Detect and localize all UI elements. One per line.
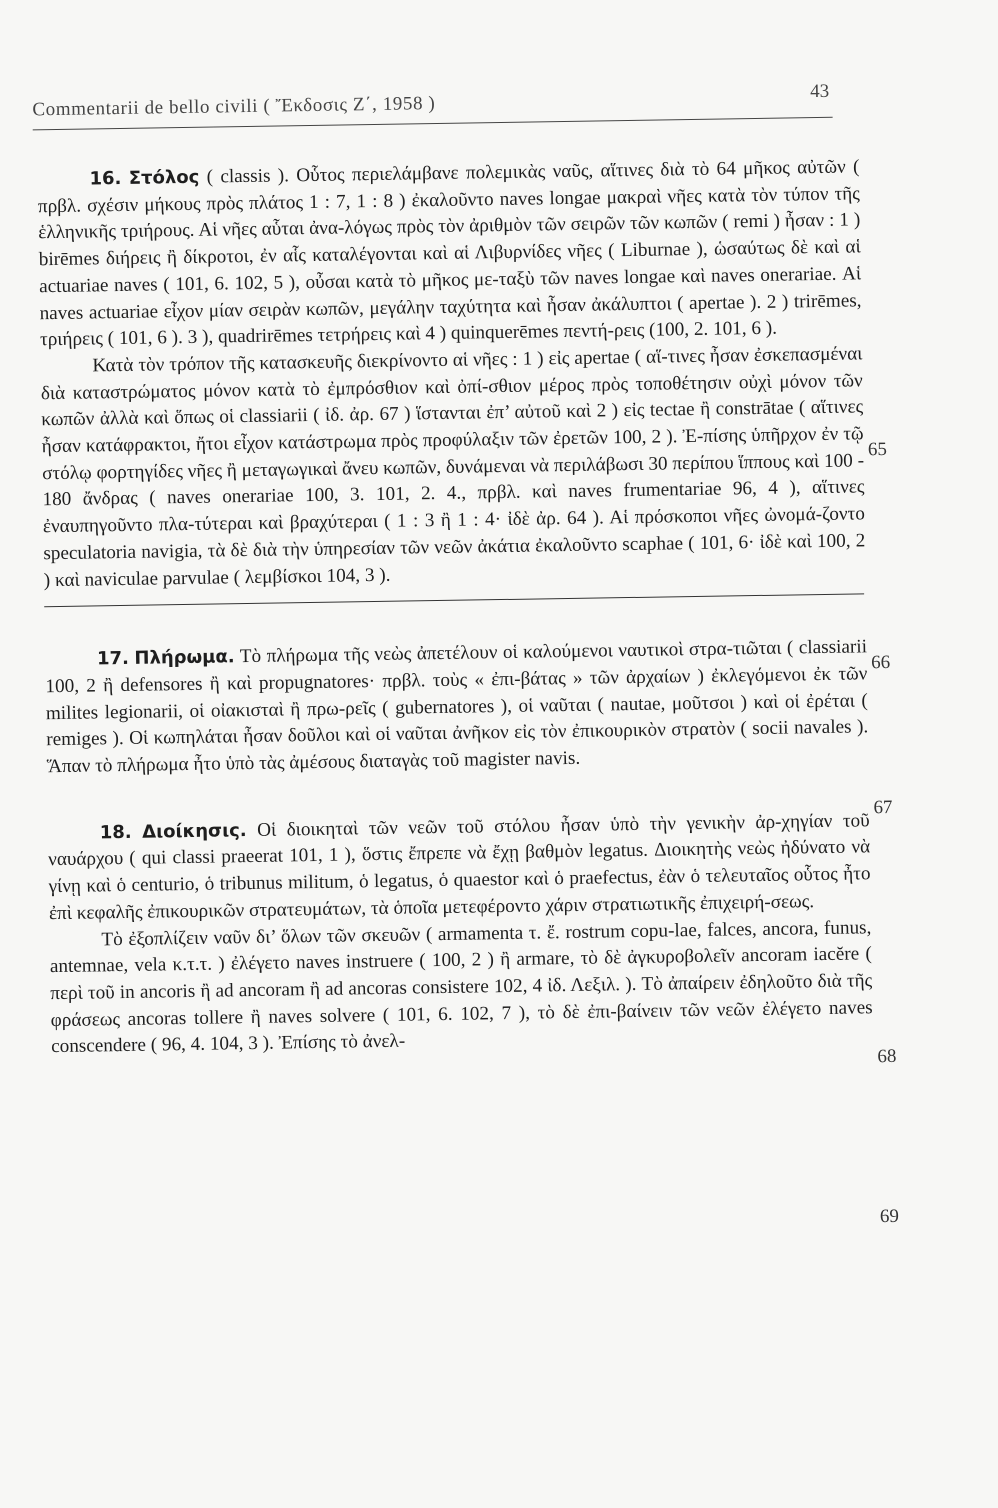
section-17-paragraph-1: [45, 635, 869, 781]
section-16-paragraph-1: [37, 154, 862, 354]
section-divider: [44, 594, 864, 608]
running-header: Commentarii de bello civili ( Ἔκδοσις Ζ΄, 1958 ): [32, 93, 436, 121]
section-17-number: 17.: [96, 648, 130, 670]
section-18-title: Διοίκησις.: [142, 819, 247, 843]
section-16: [37, 154, 866, 607]
section-16-paragraph-2: [40, 341, 866, 594]
section-18-number: 18.: [99, 821, 132, 844]
section-17-text-1: Τὸ πλήρωμα τῆς νεὼς ἀπετέλουν οἱ καλούμενοι ναυτικοὶ στρα-τιῶται ( classiarii 100, 2 ἢ defensores ἢ καὶ propugnatores· πρβλ. τοὺς « ἐπι-βάτας » τῶν ἀρχαίων ) ἐκλεγόμενοι ἐκ τῶν milites legionarii, οἱ οἰακισταὶ ἢ πρω-ρεῖς ( gubernatores ), οἱ ναῦται ( nautae, μοῦτσοι ) καὶ οἱ ἐρέται ( remiges ). Οἱ κωπηλάται ἦσαν δοῦλοι καὶ οἱ ναῦται ἀνῆκον εἰς τὸν ἐπικουρικὸν στρατὸν ( socii navales ). Ἅπαν τὸ πλήρωμα ἦτο ὑπὸ τὰς ἀμέσους διαταγὰς τοῦ magister navis.: [45, 636, 869, 778]
section-16-number: 16.: [89, 167, 122, 190]
margin-number-67: 67: [873, 796, 893, 819]
page-number: 43: [810, 80, 830, 103]
margin-number-66: 66: [871, 651, 891, 674]
section-17-title: Πλήρωμα.: [134, 646, 235, 670]
section-16-text-1: ( classis ). Οὗτος περιελάμβανε πολεμικὰς ναῦς, αἵτινες διὰ τὸ 64 μῆκος αὐτῶν ( πρβλ. σχέσιν μήκους πρὸς πλάτος 1 : 7, 1 : 8 ) ἐκαλοῦντο naves longae μακραὶ νῆες κατὰ τὸν τύπον τῆς ἑλληνικῆς τριήρους. Αἱ νῆες αὗται ἀνα-λόγως πρὸς τὸν ἀριθμὸν τῶν σειρῶν τῶν κωπῶν ( remi ) ἦσαν : 1 ) birēmes διήρεις ἢ δίκροτοι, ἐν αἷς καταλέγονται καὶ αἱ Λιβυρνίδες νῆες ( Liburnae ), ὡσαύτως δὲ καὶ αἱ actuariae naves ( 101, 6. 102, 5 ), οὖσαι κατὰ τὸ μῆκος με-ταξὺ τῶν naves longae καὶ naves onerariae. Αἱ naves actuariae εἶχον μίαν σειρὰν κωπῶν, μεγάλην ταχύτητα καὶ ἦσαν ἀκάλυπτοι ( apertae ). 2 ) trirēmes, τριήρεις ( 101, 6 ). 3 ), quadrirēmes τετρήρεις καὶ 4 ) quinquerēmes πεντή-ρεις (100, 2. 101, 6 ).: [37, 156, 862, 351]
section-16-text-2: Κατὰ τὸν τρόπον τῆς κατασκευῆς διεκρίνοντο αἱ νῆες : 1 ) εἰς apertae ( αἵ-τινες ἦσαν ἐσκεπασμέναι διὰ καταστρώματος μόνον κατὰ τὸ ἐμπρόσθιον καὶ ὀπί-σθιον μέρος πρὸς τοποθέτησιν οὐχὶ μόνον τῶν κωπῶν ἀλλὰ καὶ ὅπως οἱ classiarii ( ἰδ. ἀρ. 67 ) ἵστανται ἐπ’ αὐτοῦ καὶ 2 ) εἰς tectae ἢ constrātae ( αἵτινες ἦσαν κατάφρακτοι, ἤτοι εἶχον κατάστρωμα πρὸς προφύλαξιν τῶν ἐρετῶν 100, 2 ). Ἐ-πίσης ὑπῆρχον ἐν τῷ στόλῳ φορτηγίδες νῆες ἢ μεταγωγικαὶ ἄνευ κωπῶν, δυνάμεναι νὰ περιλάβωσι 30 περίπου ἵππους καὶ 100 - 180 ἄνδρας ( naves onerariae 100, 3. 101, 2. 4., πρβλ. καὶ naves frumentariae 96, 4 ), αἵτινες ἐναυπηγοῦντο πλα-τύτεραι καὶ βραχύτεραι ( 1 : 3 ἢ 1 : 4· ἰδὲ ἀρ. 64 ). Αἱ πρόσκοποι νῆες ὠνομά-ζοντο speculatoria navigia, τὰ δὲ διὰ τὴν ὑπηρεσίαν τῶν νεῶν ἀκάτια ἐκαλοῦντο scaphae ( 101, 6· ἰδὲ καὶ 100, 2 ) καὶ naviculae parvulae ( λεμβίσκοι 104, 3 ).: [40, 343, 866, 591]
margin-number-69: 69: [879, 1205, 900, 1228]
margin-number-68: 68: [877, 1045, 897, 1068]
section-16-title: Στόλος: [128, 166, 200, 189]
section-18-paragraph-2: [49, 915, 873, 1061]
section-18-text-1: Οἱ διοικηταὶ τῶν νεῶν τοῦ στόλου ἦσαν ὑπὸ τὴν γενικὴν ἀρ-χηγίαν τοῦ ναυάρχου ( qui classi praeerat 101, 1 ), ὅστις ἔπρεπε νὰ ἔχῃ βαθμὸν legatus. Διοικητὴς νεὼς ἠδύνατο νὰ γίνῃ καὶ ὁ centurio, ὁ tribunus militum, ὁ legatus, ὁ quaestor καὶ ὁ praefectus, ἐὰν ὁ τελευταῖος οὗτος ἦτο ἐπὶ κεφαλῆς ἐπικουρικῶν στρατευμάτων, τὰ ὁποῖα μετεφέροντο χάριν στρατιωτικῆς ἐπιχειρή-σεως.: [48, 810, 871, 925]
section-18-text-2: Τὸ ἐξοπλίζειν ναῦν δι’ ὅλων τῶν σκευῶν ( armamenta τ. ἔ. rostrum copu-lae, falces, ancora, funus, antemnae, vela κ.τ.τ. ) ἐλέγετο naves instruere ( 100, 2 ) ἢ armare, τὸ δὲ ἀγκυροβολεῖν ancoram iacĕre ( περὶ τοῦ in ancoris ἢ ad ancoram ἢ ad ancoras consistere 102, 4 ἰδ. Λεξιλ. ). Τὸ ἀπαίρειν ἐδηλοῦτο διὰ τῆς φράσεως ancoras tollere ἢ naves solvere ( 101, 6. 102, 7 ), τὸ δὲ ἐπι-βαίνειν τῶν νεῶν ἐλέγετο naves conscendere ( 96, 4. 104, 3 ). Ἐπίσης τὸ ἀνελ-: [49, 916, 873, 1058]
section-17: [45, 635, 869, 781]
body-text: [37, 154, 873, 1061]
margin-number-65: 65: [867, 438, 888, 461]
section-18-paragraph-1: [48, 808, 872, 928]
section-18: [48, 808, 874, 1061]
